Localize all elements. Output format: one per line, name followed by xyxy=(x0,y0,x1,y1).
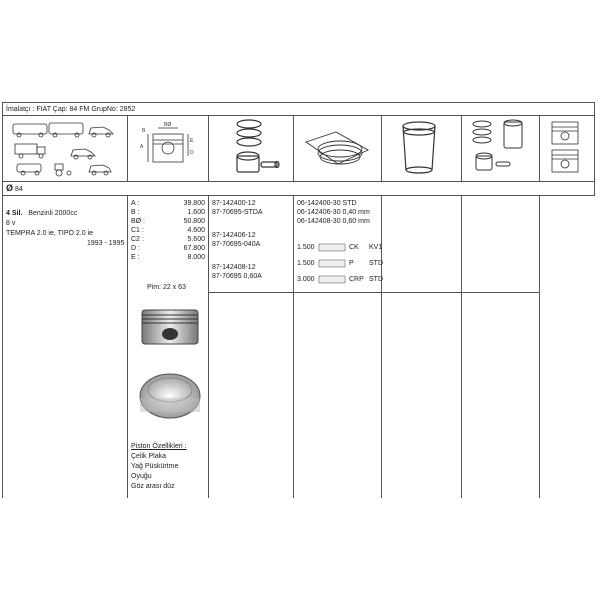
ring-spec: STD xyxy=(369,276,383,283)
ring-type: CRP xyxy=(349,276,364,283)
dimension-label: D : xyxy=(131,245,140,252)
piston-with-rings-icon xyxy=(209,116,293,180)
pin-size: Pim: 22 x 63 xyxy=(147,284,186,291)
catalog-sheet xyxy=(0,102,596,498)
dimension-label: E : xyxy=(131,254,140,261)
ring-part-3: 06-142408-30 xyxy=(297,218,341,225)
ring-thickness: 1.500 xyxy=(297,244,315,251)
dimension-value: 67.800 xyxy=(183,245,205,252)
engine-column xyxy=(3,196,128,498)
ring-thickness: 3.000 xyxy=(297,276,315,283)
dimension-label: A : xyxy=(131,200,140,207)
feature-item: Çelik Plaka xyxy=(131,453,167,460)
row-divider xyxy=(209,292,293,293)
cross-section-column xyxy=(540,196,596,498)
diameter-value: 84 xyxy=(14,186,23,193)
dimension-row xyxy=(131,235,205,244)
svg-text:D: D xyxy=(190,150,194,156)
piston-code-3: 87-70695 0,60A xyxy=(212,273,262,280)
fuel-type: Benzinli 2000cc xyxy=(28,210,78,217)
dimension-label: C2 : xyxy=(131,236,144,243)
dimension-row xyxy=(131,208,205,217)
dimension-value: 8.000 xyxy=(187,254,205,261)
piston-part-1: 87-142400-12 xyxy=(212,200,256,207)
liner-column xyxy=(382,196,462,498)
piston-side-photo xyxy=(136,304,206,354)
ring-spec: KV1 xyxy=(369,244,383,251)
piston-top-photo xyxy=(136,368,206,420)
piston-cell xyxy=(209,116,294,181)
ring-size-1: STD xyxy=(342,200,357,207)
dimension-row xyxy=(131,244,205,253)
svg-text:A: A xyxy=(140,144,144,150)
diameter-symbol: Ø xyxy=(6,183,14,193)
liner-cell xyxy=(382,116,462,181)
ring-profile-icon xyxy=(318,259,346,268)
piston-code-2: 87-70695-040A xyxy=(212,241,261,248)
feature-item: Yağ Püskürtme xyxy=(131,463,179,470)
feature-item: Oyuğu xyxy=(131,473,152,480)
svg-text:B: B xyxy=(142,128,146,134)
vehicle-types-cell xyxy=(3,116,128,181)
dimension-row xyxy=(131,199,205,208)
kit-cell xyxy=(462,116,540,181)
ring-spec: STD xyxy=(369,260,383,267)
row-divider xyxy=(294,292,381,293)
ring-part-2: 06-142406-30 xyxy=(297,209,341,216)
features-title: Piston Özellikleri : xyxy=(131,443,187,450)
dimension-row xyxy=(131,253,205,262)
dimension-label: C1 : xyxy=(131,227,144,234)
dimension-label: BØ : xyxy=(131,218,146,225)
dimension-row xyxy=(131,217,205,226)
kit-column xyxy=(462,196,540,498)
piston-parts-column xyxy=(209,196,294,498)
dimension-value: 5.600 xyxy=(187,236,205,243)
dimension-row xyxy=(131,226,205,235)
piston-cross-section-icon xyxy=(540,116,594,180)
ring-profile-icon xyxy=(318,243,346,252)
cylinder-count: 4 Sil. xyxy=(6,210,23,217)
valve-count: 8 v xyxy=(6,220,16,227)
ring-size-2: 0,40 mm xyxy=(342,209,370,216)
piston-part-3: 87-142408-12 xyxy=(212,264,256,271)
row-divider xyxy=(382,292,461,293)
piston-kit-icon xyxy=(462,116,538,180)
vehicles-icon xyxy=(3,116,127,180)
diameter-row xyxy=(2,182,595,196)
ring-type: P xyxy=(349,260,354,267)
ring-set-cell xyxy=(294,116,382,181)
feature-item: Göz arası düz xyxy=(131,483,175,490)
dimension-value: 4.600 xyxy=(187,227,205,234)
engine-years: 1993 - 1995 xyxy=(87,240,125,247)
ring-parts-column xyxy=(294,196,382,498)
dimension-diagram-cell xyxy=(128,116,209,181)
manufacturer-header: İmalatçı : FIAT Çap: 84 FM GrupNo: 2852 xyxy=(2,102,595,116)
cross-section-cell xyxy=(540,116,595,181)
engine-models: TEMPRA 2.0 ie, TIPO 2.0 ie xyxy=(6,230,94,237)
ring-size-3: 0,60 mm xyxy=(342,218,370,225)
dimension-value: 39.800 xyxy=(183,200,205,207)
svg-text:E: E xyxy=(190,138,194,144)
row-divider xyxy=(462,292,539,293)
dimension-value: 1.600 xyxy=(187,209,205,216)
cylinder-liner-icon xyxy=(382,116,460,180)
ring-part-1: 06-142400-30 xyxy=(297,200,341,207)
piston-ring-set-icon xyxy=(294,116,380,180)
piston-part-2: 87-142406-12 xyxy=(212,232,256,239)
piston-dimension-diagram xyxy=(128,116,208,180)
dimensions-column xyxy=(128,196,209,498)
piston-code-1: 87-70695-STDA xyxy=(212,209,263,216)
icon-row xyxy=(2,116,595,182)
svg-text:BØ: BØ xyxy=(164,122,172,128)
ring-thickness: 1.500 xyxy=(297,260,315,267)
ring-type: CK xyxy=(349,244,359,251)
ring-profile-icon xyxy=(318,275,346,284)
dimension-value: 50.800 xyxy=(183,218,205,225)
dimension-label: B : xyxy=(131,209,140,216)
data-grid xyxy=(2,196,595,498)
